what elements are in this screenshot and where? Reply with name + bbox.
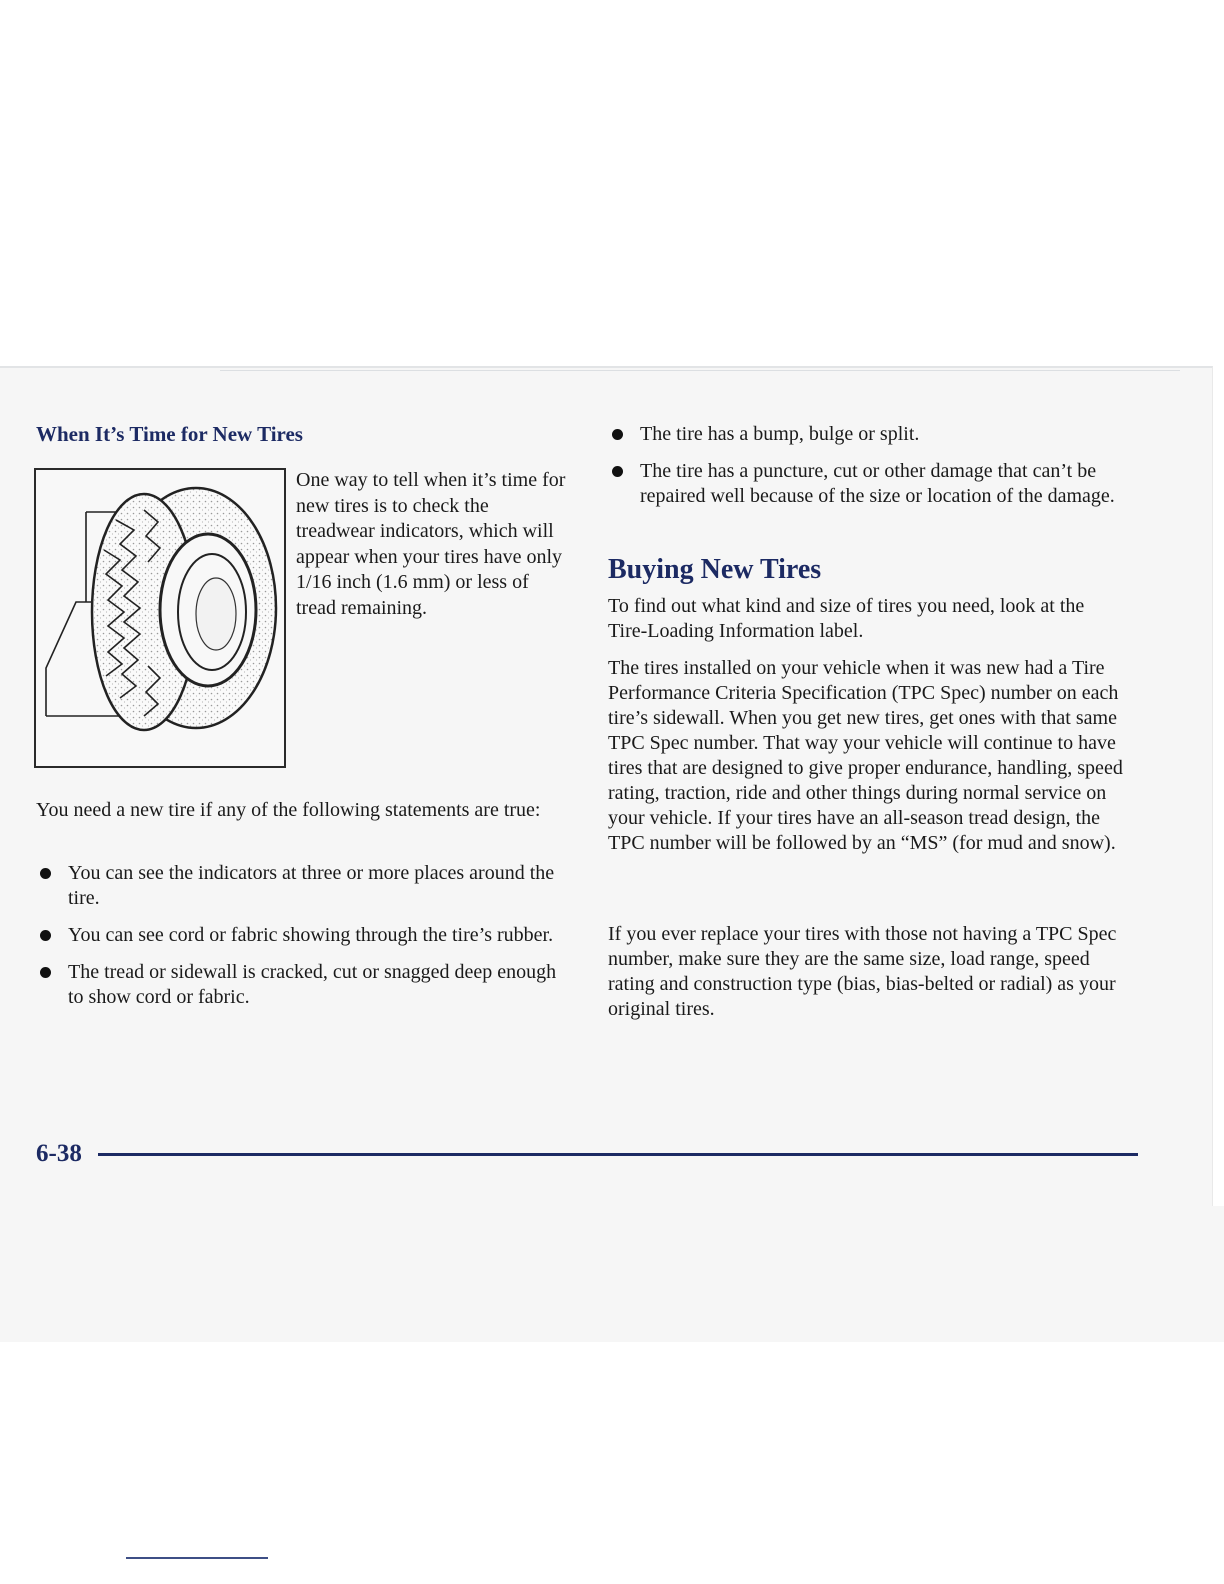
need-new-tire-lead: You need a new tire if any of the following statements are true: bbox=[36, 799, 541, 821]
top-divider bbox=[220, 370, 1180, 371]
tire-figure bbox=[34, 468, 286, 768]
buying-paragraph-1: To find out what kind and size of tires you need, look at the Tire-Loading Information label. bbox=[608, 595, 1085, 642]
bottom-underline bbox=[126, 1557, 268, 1559]
bullet-icon bbox=[40, 868, 51, 879]
buying-heading: Buying New Tires bbox=[608, 554, 822, 585]
list-item: The tire has a puncture, cut or other damage that can’t be repaired well because of the size or location of the damage. bbox=[608, 459, 1140, 509]
tire-treadwear-indicator-icon bbox=[36, 470, 284, 766]
bullet-icon bbox=[40, 967, 51, 978]
list-item: You can see the indicators at three or more places around the tire. bbox=[36, 861, 568, 911]
manual-page bbox=[0, 366, 1213, 1208]
list-item: You can see cord or fabric showing through the tire’s rubber. bbox=[36, 923, 568, 948]
right-bullet-list bbox=[608, 422, 1140, 521]
buying-paragraph-3: If you ever replace your tires with those not having a TPC Spec number, make sure they are the same size, load range, speed rating and construction type (bias, bias-belted or radial) as your original tires. bbox=[608, 923, 1117, 1020]
intro-paragraph: One way to tell when it’s time for new tires is to check the treadwear indicators, which will appear when your tires have only 1/16 inch (1.6 mm) or less of tread remaining. bbox=[296, 469, 566, 619]
page-number: 6-38 bbox=[36, 1140, 82, 1167]
lower-band bbox=[0, 1206, 1224, 1342]
left-bullet-list bbox=[36, 861, 568, 1022]
list-item: The tread or sidewall is cracked, cut or snagged deep enough to show cord or fabric. bbox=[36, 960, 568, 1010]
bullet-icon bbox=[40, 930, 51, 941]
bullet-icon bbox=[612, 429, 623, 440]
bullet-icon bbox=[612, 466, 623, 477]
section-heading: When It’s Time for New Tires bbox=[36, 422, 303, 446]
list-item: The tire has a bump, bulge or split. bbox=[608, 422, 1140, 447]
buying-paragraph-2: The tires installed on your vehicle when it was new had a Tire Performance Criteria Specification (TPC Spec) number on each tire’s sidewall. When you get new tires, get ones with that same TPC Spec number. That way your vehicle will continue to have tires that are designed to give proper endurance, handling, speed rating, traction, ride and other things during normal service on your vehicle. If your tires have an all-season tread design, the TPC number will be followed by an “MS” (for mud and snow). bbox=[608, 657, 1123, 854]
footer-rule bbox=[98, 1153, 1138, 1156]
